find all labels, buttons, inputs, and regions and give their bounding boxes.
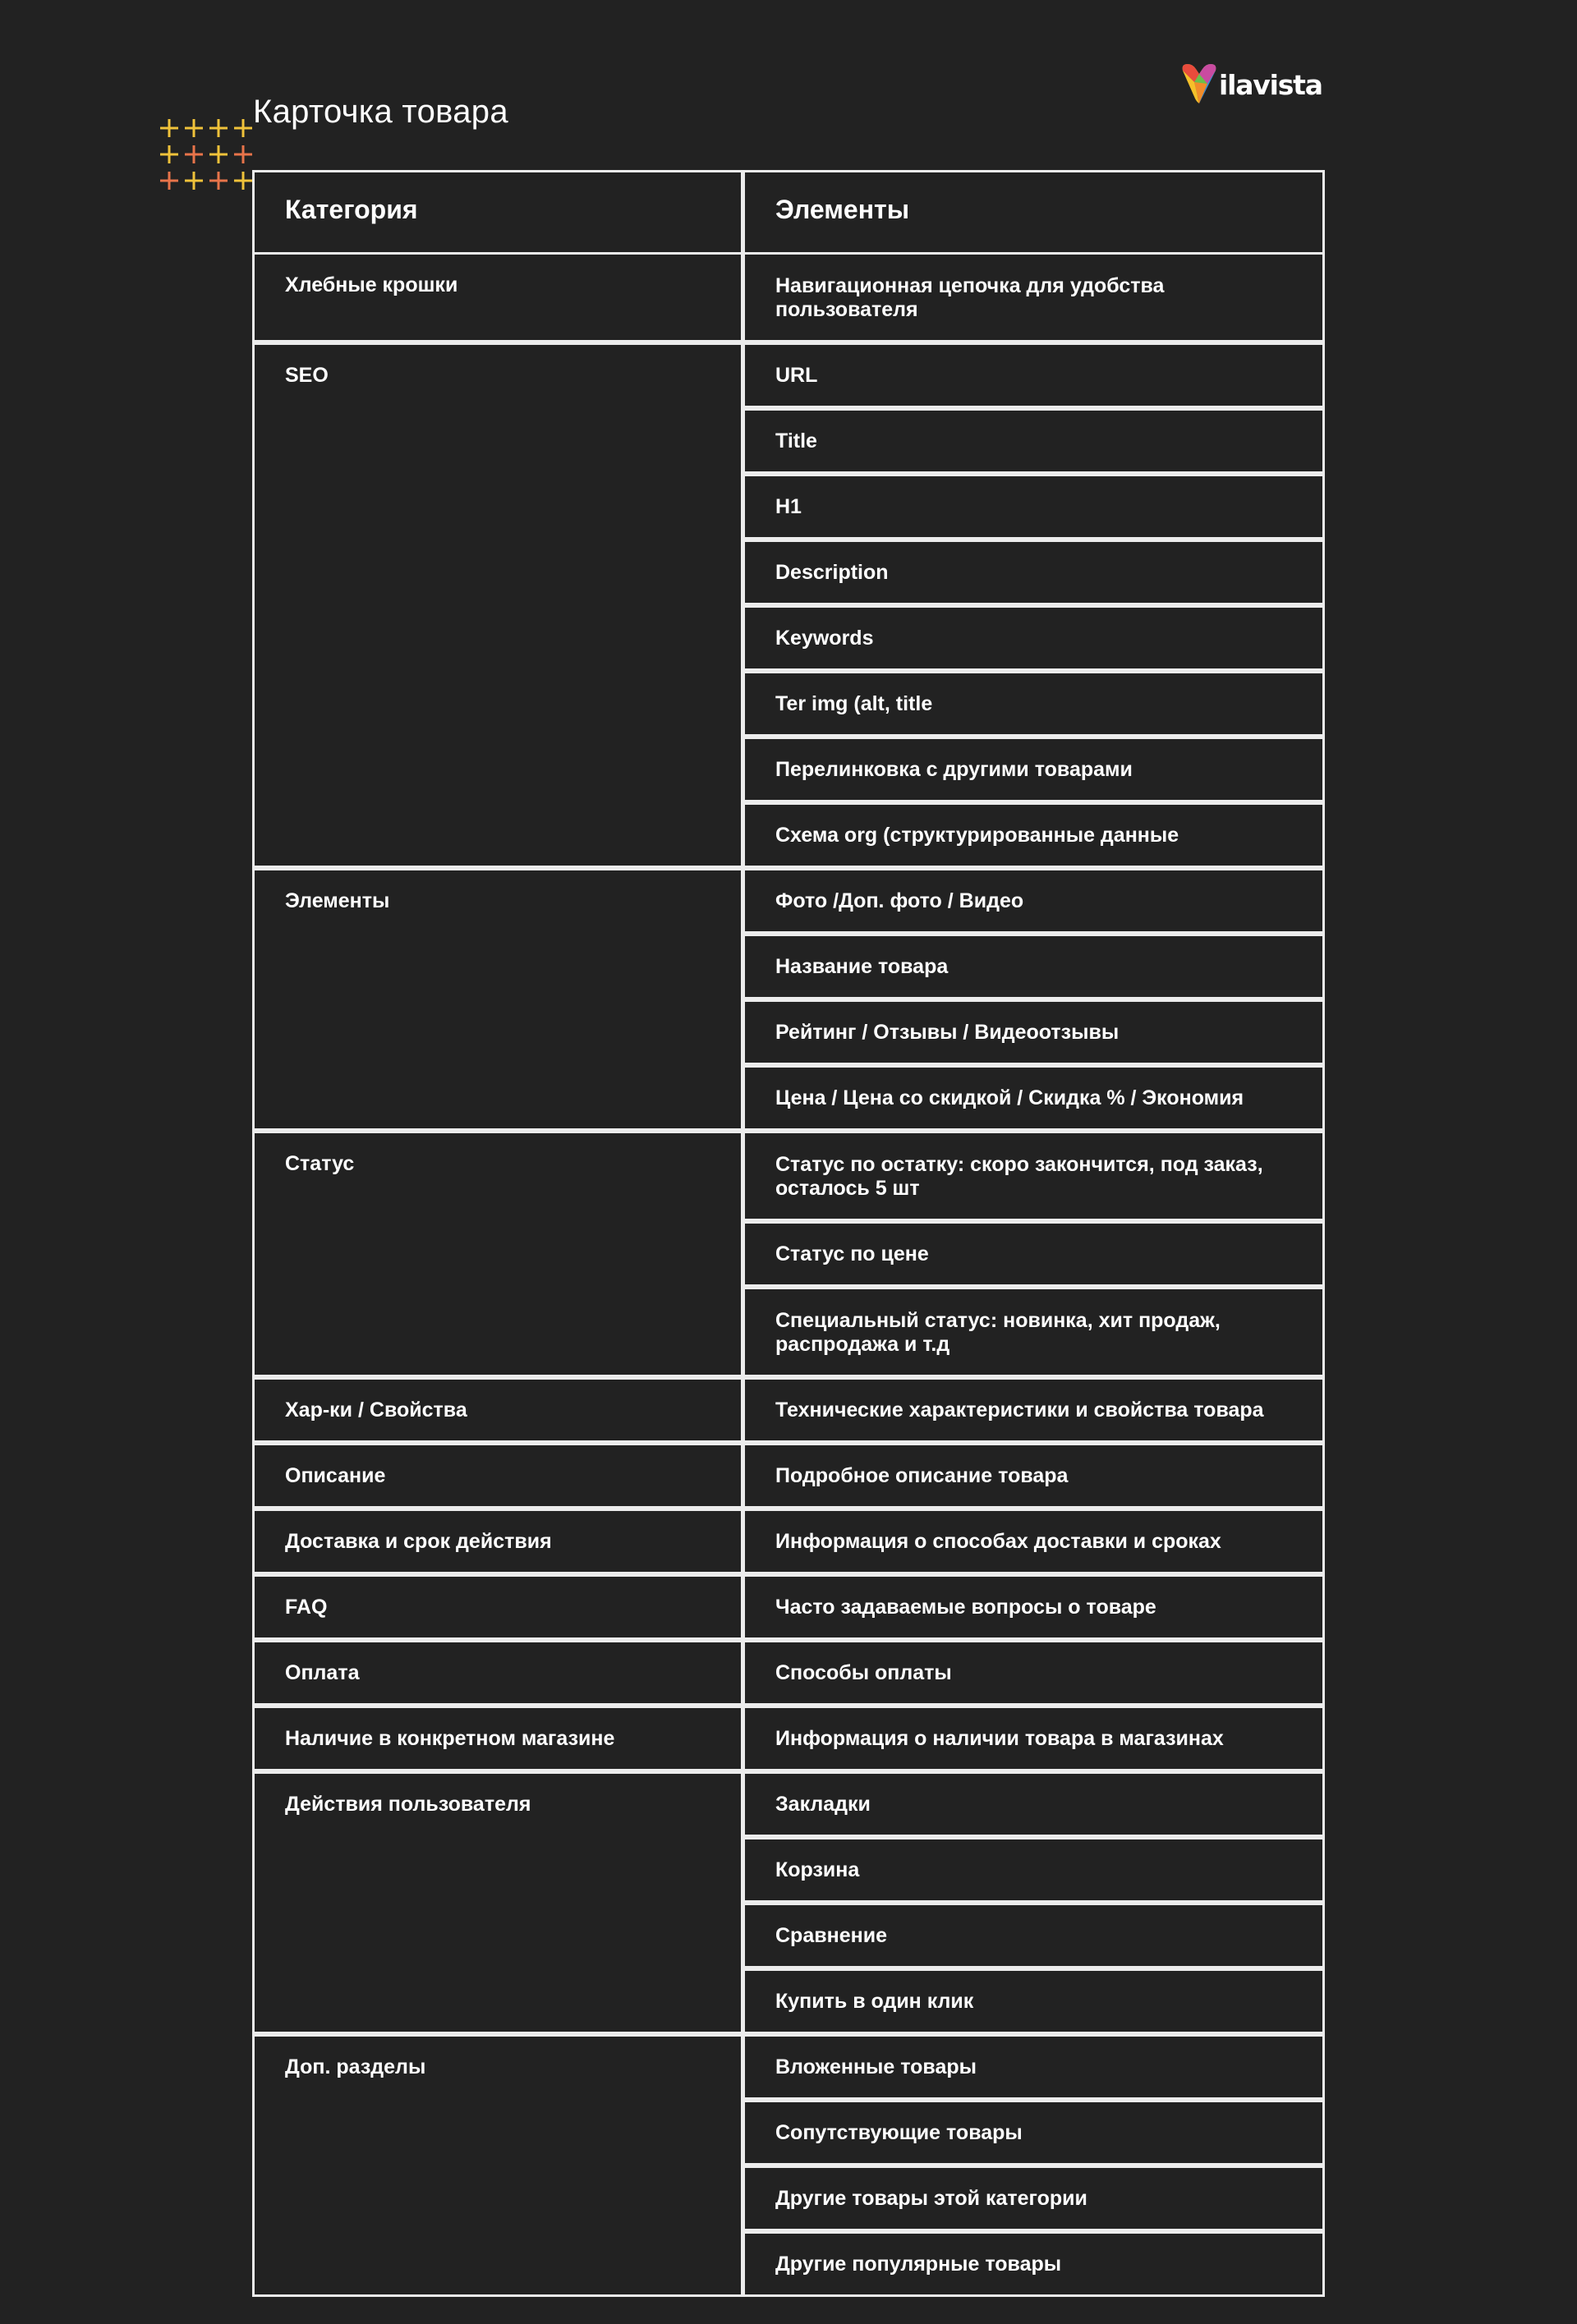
plus-mark [185,145,203,163]
element-cell: Навигационная цепочка для удобства пользователя [743,252,1325,342]
plus-mark [209,145,228,163]
category-cell: Хар-ки / Свойства [252,1377,743,1443]
element-cell: Другие товары этой категории [743,2166,1325,2231]
element-cell: Специальный статус: новинка, хит продаж, распродажа и т.д [743,1287,1325,1377]
heart-v-icon [1179,62,1219,108]
element-cell: Информация о способах доставки и сроках [743,1509,1325,1574]
element-cell: Закладки [743,1771,1325,1837]
plus-mark [185,119,203,137]
category-cell: Оплата [252,1640,743,1706]
element-cell: Вложенные товары [743,2034,1325,2100]
plus-mark [234,145,252,163]
plus-mark [160,172,178,190]
product-card-table [252,170,1325,2276]
element-cell: Сравнение [743,1903,1325,1968]
element-cell: Перелинковка с другими товарами [743,737,1325,802]
category-cell: Статус [252,1131,743,1377]
plus-mark [234,172,252,190]
element-cell: Рейтинг / Отзывы / Видеоотзывы [743,999,1325,1065]
element-cell: Цена / Цена со скидкой / Скидка % / Экономия [743,1065,1325,1131]
element-cell: Корзина [743,1837,1325,1903]
element-cell: Часто задаваемые вопросы о товаре [743,1574,1325,1640]
category-cell: Хлебные крошки [252,252,743,342]
category-cell: Элементы [252,868,743,1131]
category-cell: Наличие в конкретном магазине [252,1706,743,1771]
element-cell: Сопутствующие товары [743,2100,1325,2166]
plus-mark [209,172,228,190]
plus-mark [160,145,178,163]
element-cell: Способы оплаты [743,1640,1325,1706]
element-cell: Купить в один клик [743,1968,1325,2034]
element-cell: Другие популярные товары [743,2231,1325,2297]
element-cell: Ter img (alt, title [743,671,1325,737]
element-cell: Статус по цене [743,1221,1325,1287]
plus-mark [185,172,203,190]
category-cell: FAQ [252,1574,743,1640]
element-cell: Keywords [743,605,1325,671]
element-cell: H1 [743,474,1325,540]
brand-logo [1179,61,1322,110]
element-cell: Статус по остатку: скоро закончится, под заказ, осталось 5 шт [743,1131,1325,1221]
element-cell: Title [743,408,1325,474]
page-title: Карточка товара [253,94,508,130]
header-category: Категория [252,170,743,255]
element-cell: Схема org (структурированные данные [743,802,1325,868]
header-elements: Элементы [743,170,1325,255]
plus-mark [160,119,178,137]
element-cell: Название товара [743,934,1325,999]
element-cell: URL [743,342,1325,408]
plus-mark [234,119,252,137]
element-cell: Подробное описание товара [743,1443,1325,1509]
category-cell: Описание [252,1443,743,1509]
element-cell: Информация о наличии товара в магазинах [743,1706,1325,1771]
element-cell: Description [743,540,1325,605]
category-cell: SEO [252,342,743,868]
plus-mark [209,119,228,137]
element-cell: Технические характеристики и свойства товара [743,1377,1325,1443]
decorative-plus-pattern [159,117,258,192]
category-cell: Доставка и срок действия [252,1509,743,1574]
category-cell: Доп. разделы [252,2034,743,2297]
element-cell: Фото /Доп. фото / Видео [743,868,1325,934]
brand-name: ilavista [1219,69,1322,101]
category-cell: Действия пользователя [252,1771,743,2034]
